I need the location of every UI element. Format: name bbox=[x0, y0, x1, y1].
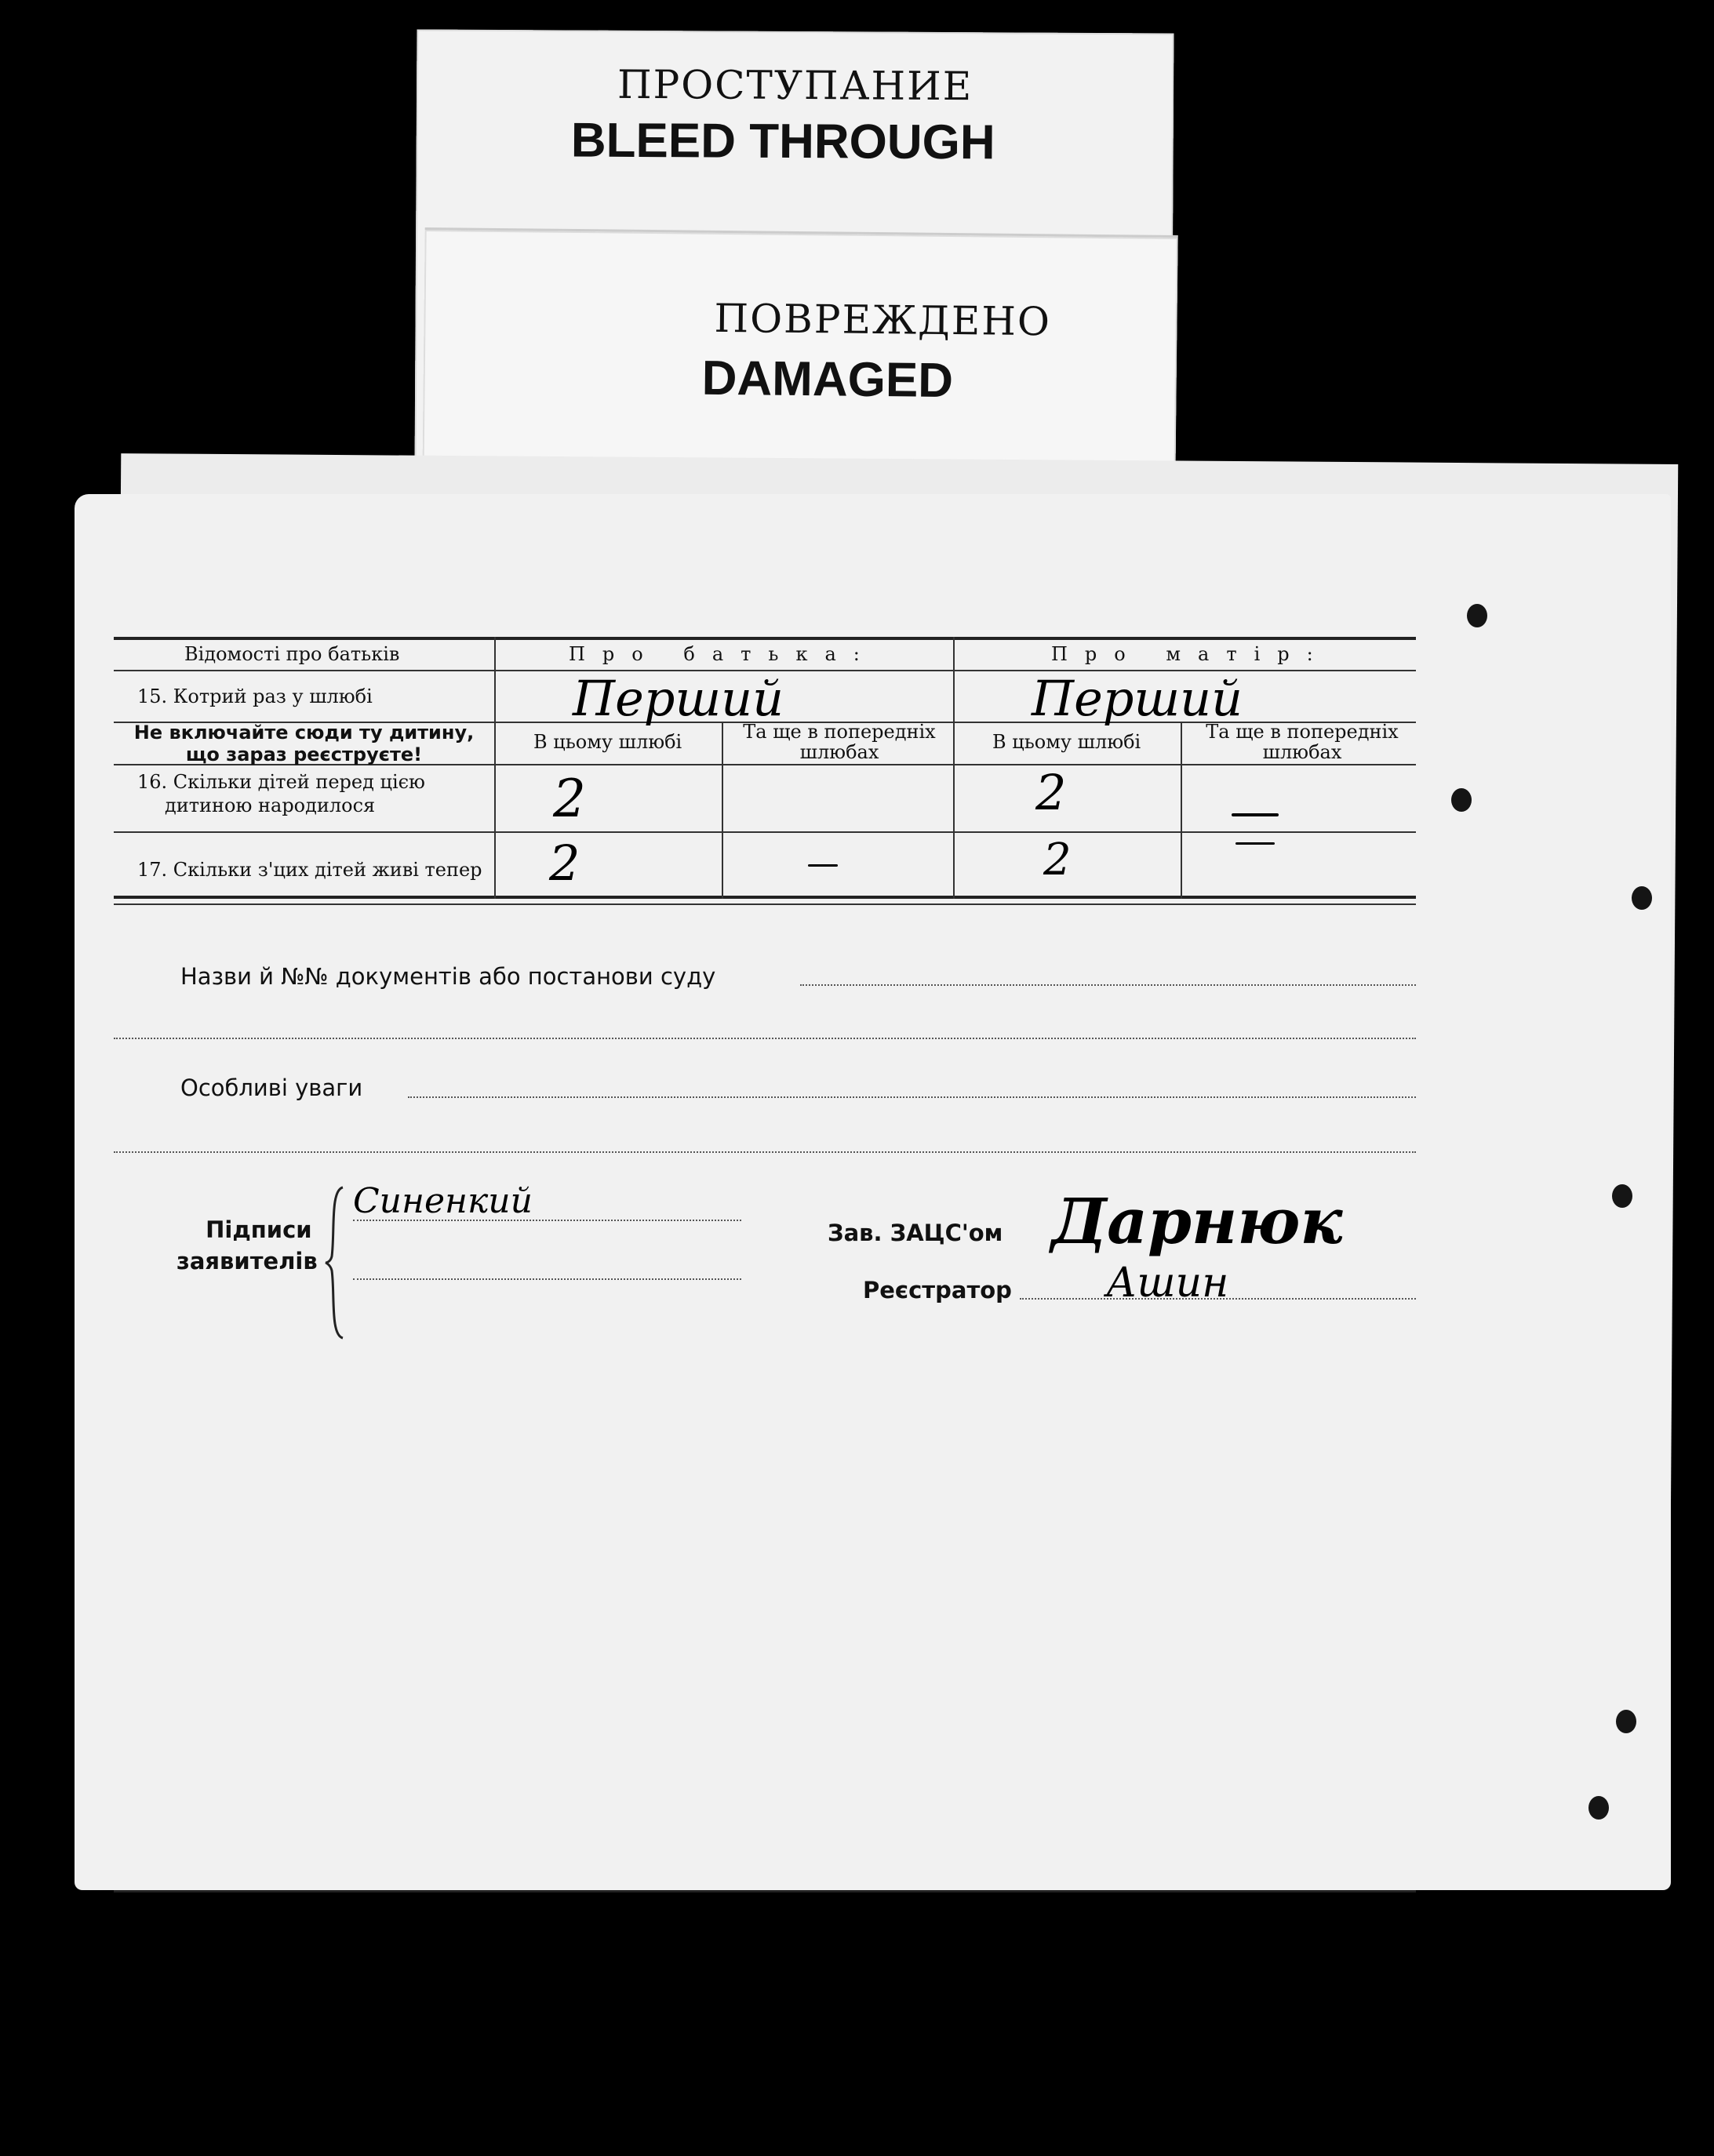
registrar-signature: Ашин bbox=[1106, 1260, 1229, 1307]
signatures-label-line2: заявителів bbox=[176, 1248, 318, 1274]
col-header-parents-info: Відомості про батьків bbox=[184, 643, 400, 665]
punch-hole bbox=[1632, 886, 1652, 910]
row15-father-handwritten: Перший bbox=[573, 670, 784, 727]
row16-mother-previous-dash bbox=[1232, 813, 1279, 816]
table-rule bbox=[114, 903, 1416, 905]
head-of-registry-label: Зав. ЗАЦС'ом bbox=[828, 1220, 1003, 1246]
exclusion-note bbox=[114, 722, 494, 765]
row17-label: 17. Скільки з'цих дітей живі тепер bbox=[137, 859, 482, 881]
table-top-rule bbox=[114, 637, 1416, 640]
special-notes-field[interactable] bbox=[408, 1096, 1416, 1098]
applicant-signatures-label bbox=[176, 1214, 318, 1277]
row15-mother-handwritten: Перший bbox=[1032, 670, 1243, 727]
row17-mother-this-marriage: 2 bbox=[1043, 834, 1072, 885]
subheader-prev-line1: Та ще в попередніх bbox=[1206, 721, 1399, 743]
registrar-label: Реєстратор bbox=[863, 1277, 1012, 1303]
exclusion-note-line2: що зараз реєструєте! bbox=[185, 744, 423, 765]
record-sheet bbox=[75, 494, 1671, 1890]
punch-hole bbox=[1451, 788, 1472, 812]
row16-label-line2: дитиною народилося bbox=[165, 794, 376, 816]
table-col-divider bbox=[494, 637, 496, 899]
applicant-signature-line1[interactable] bbox=[353, 1220, 741, 1221]
damaged-card bbox=[422, 227, 1177, 489]
row17-mother-previous-dash bbox=[1235, 842, 1275, 845]
row17-father-this-marriage: 2 bbox=[549, 834, 580, 892]
documents-field-line2[interactable] bbox=[114, 1038, 1416, 1039]
damaged-ru-label: ПОВРЕЖДЕНО bbox=[714, 295, 1052, 345]
applicant-signature: Синенкий bbox=[353, 1181, 533, 1221]
documents-field[interactable] bbox=[800, 984, 1416, 986]
table-col-divider bbox=[722, 722, 723, 899]
punch-hole bbox=[1616, 1710, 1636, 1733]
applicant-signature-line2[interactable] bbox=[353, 1278, 741, 1280]
col-header-father: Про батька: bbox=[569, 643, 877, 665]
table-bottom-rule bbox=[114, 896, 1416, 899]
col-header-mother: Про матір: bbox=[1051, 643, 1330, 665]
sheet-bottom-rule bbox=[114, 1890, 1416, 1892]
row16-mother-this-marriage: 2 bbox=[1035, 764, 1067, 821]
bleed-through-en-label: BLEED THROUGH bbox=[570, 113, 995, 170]
documents-label: Назви й №№ документів або постанови суду bbox=[180, 963, 716, 990]
subheader-father-previous-marriages bbox=[733, 722, 945, 762]
table-col-divider bbox=[953, 637, 955, 899]
punch-hole bbox=[1588, 1796, 1609, 1820]
registrar-signature-line[interactable] bbox=[1020, 1298, 1416, 1300]
bleed-through-ru-label: ПРОСТУПАНИЕ bbox=[617, 61, 973, 110]
row15-label: 15. Котрий раз у шлюбі bbox=[137, 685, 373, 707]
table-col-divider bbox=[1181, 722, 1182, 899]
table-rule bbox=[114, 831, 1416, 833]
row16-label-line1: 16. Скільки дітей перед цією bbox=[137, 771, 425, 793]
punch-hole bbox=[1612, 1184, 1632, 1208]
subheader-prev-line1: Та ще в попередніх bbox=[743, 721, 936, 743]
exclusion-note-line1: Не включайте сюди ту дитину, bbox=[133, 722, 475, 744]
subheader-father-this-marriage: В цьому шлюбі bbox=[533, 731, 682, 753]
row16-label bbox=[137, 770, 425, 817]
damaged-en-label: DAMAGED bbox=[701, 351, 954, 409]
signatures-label-line1: Підписи bbox=[206, 1216, 312, 1243]
subheader-prev-line2: шлюбах bbox=[799, 741, 879, 763]
special-notes-field-line2[interactable] bbox=[114, 1151, 1416, 1153]
brace-icon bbox=[324, 1184, 348, 1341]
subheader-prev-line2: шлюбах bbox=[1262, 741, 1342, 763]
row16-father-this-marriage: 2 bbox=[553, 769, 586, 829]
head-of-registry-signature: Дарнюк bbox=[1051, 1184, 1343, 1258]
subheader-mother-this-marriage: В цьому шлюбі bbox=[992, 731, 1141, 753]
subheader-mother-previous-marriages bbox=[1192, 722, 1412, 762]
punch-hole bbox=[1467, 604, 1487, 627]
row17-father-previous-dash bbox=[808, 864, 838, 867]
special-notes-label: Особливі уваги bbox=[180, 1074, 363, 1101]
